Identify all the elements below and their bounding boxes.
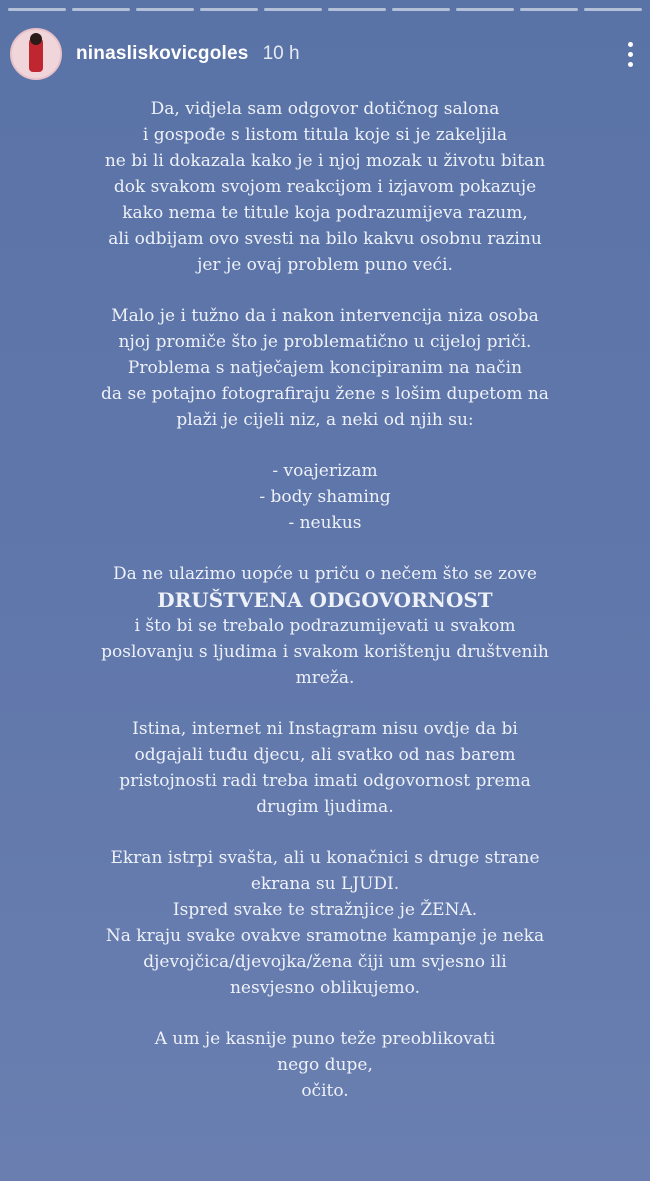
text-line: Ispred svake te stražnjice je ŽENA. (172, 900, 478, 920)
text-line: Da ne ulazimo uopće u priču o nečem što se zove (113, 564, 537, 584)
progress-segment (520, 8, 578, 11)
list-item: - neukus (288, 513, 362, 533)
text-line: Istina, internet ni Instagram nisu ovdje da bi (132, 719, 518, 739)
avatar-head (30, 33, 42, 45)
text-line: ekrana su LJUDI. (250, 874, 400, 894)
text-line: poslovanju s ljudima i svakom korištenju društvenih (101, 642, 549, 662)
list-item: - voajerizam (272, 461, 378, 481)
text-line: dok svakom svojom reakcijom i izjavom pokazuje (113, 177, 537, 197)
progress-segment (72, 8, 130, 11)
text-line: ali odbijam ovo svesti na bilo kakvu osobnu razinu (108, 229, 542, 249)
text-line: plaži je cijeli niz, a neki od njih su: (176, 410, 474, 430)
story-header (10, 28, 640, 80)
progress-segment (392, 8, 450, 11)
text-line: i što bi se trebalo podrazumijevati u svakom (134, 616, 516, 636)
progress-segment (8, 8, 66, 11)
text-line: drugim ljudima. (256, 797, 394, 817)
text-line: kako nema te titule koja podrazumijeva razum, (122, 203, 528, 223)
emphasis-line: DRUŠTVENA ODGOVORNOST (157, 588, 493, 612)
text-line: Malo je i tužno da i nakon intervencija niza osoba (111, 306, 539, 326)
text-line: nego dupe, (277, 1055, 373, 1075)
text-line: Ekran istrpi svašta, ali u konačnici s druge strane (110, 848, 540, 868)
progress-segment (456, 8, 514, 11)
progress-segment (200, 8, 258, 11)
progress-segment (584, 8, 642, 11)
more-vertical-icon[interactable] (620, 34, 640, 74)
text-line: nesvjesno oblikujemo. (229, 978, 420, 998)
text-line: mreža. (295, 668, 355, 688)
paragraph-5 (40, 845, 610, 1001)
paragraph-6 (40, 1026, 610, 1104)
progress-segment (136, 8, 194, 11)
list-item: - body shaming (259, 487, 391, 507)
text-line: njoj promiče što je problematično u cijeloj priči. (118, 332, 532, 352)
text-line: djevojčica/djevojka/žena čiji um svjesno ili (143, 952, 507, 972)
progress-segment (328, 8, 386, 11)
progress-segment (264, 8, 322, 11)
text-line: A um je kasnije puno teže preoblikovati (154, 1029, 496, 1049)
paragraph-4 (40, 716, 610, 820)
text-line: ne bi li dokazala kako je i njoj mozak u životu bitan (104, 151, 546, 171)
text-line: Na kraju svake ovakve sramotne kampanje je neka (105, 926, 545, 946)
text-line: pristojnosti radi treba imati odgovornost prema (119, 771, 531, 791)
bullet-list (40, 458, 610, 536)
story-progress-bar (8, 8, 642, 11)
text-line: Problema s natječajem koncipiranim na način (127, 358, 523, 378)
text-line: jer je ovaj problem puno veći. (197, 255, 453, 275)
text-line: odgajali tuđu djecu, ali svatko od nas barem (134, 745, 516, 765)
story-text (40, 96, 610, 1129)
timestamp: 10 h (262, 43, 300, 64)
text-line: i gospođe s listom titula koje si je zakeljila (142, 125, 508, 145)
avatar[interactable] (10, 28, 62, 80)
username[interactable]: ninasliskovicgoles (76, 43, 249, 64)
text-line: Da, vidjela sam odgovor dotičnog salona (150, 99, 500, 119)
paragraph-3 (40, 561, 610, 691)
text-line: očito. (301, 1081, 349, 1101)
text-line: da se potajno fotografiraju žene s lošim dupetom na (101, 384, 549, 404)
paragraph-1 (40, 96, 610, 278)
paragraph-2 (40, 303, 610, 433)
